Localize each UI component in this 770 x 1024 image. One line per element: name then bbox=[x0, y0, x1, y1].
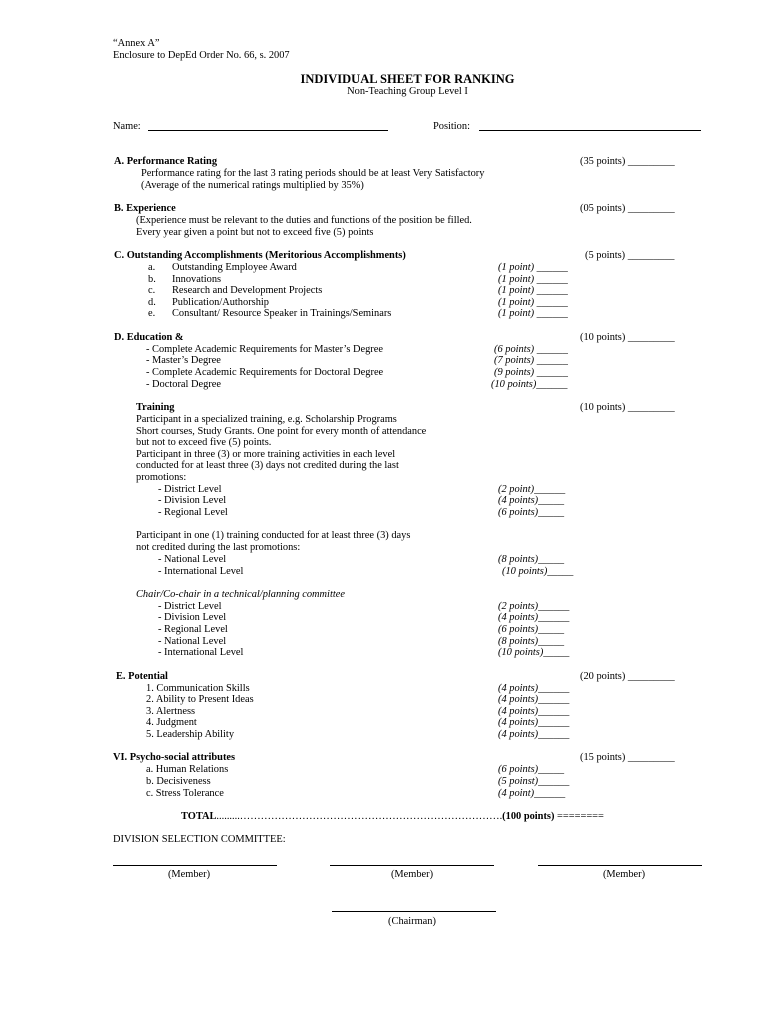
chair-level: - International Level bbox=[158, 647, 244, 658]
total-label: TOTAL bbox=[181, 811, 217, 822]
section-c-item: Outstanding Employee Award bbox=[172, 262, 297, 273]
position-label: Position: bbox=[433, 121, 470, 132]
section-b-heading: B. Experience bbox=[114, 203, 176, 214]
training-points: (10 points) _________ bbox=[580, 402, 675, 413]
member1-label: (Member) bbox=[167, 869, 211, 880]
section-c-points: (5 points) _________ bbox=[585, 250, 675, 261]
member2-label: (Member) bbox=[390, 869, 434, 880]
training-level: - Regional Level bbox=[158, 507, 228, 518]
training-desc: promotions: bbox=[136, 472, 187, 483]
total-tail: ======== bbox=[554, 811, 604, 822]
section-b-desc-2: Every year given a point but not to exceed five (5) points bbox=[136, 227, 374, 238]
section-c-item-points: (1 point) ______ bbox=[498, 308, 568, 319]
section-a-points: (35 points) _________ bbox=[580, 156, 675, 167]
member2-signature-line[interactable] bbox=[330, 865, 494, 866]
section-d-item: - Complete Academic Requirements for Doctoral Degree bbox=[146, 367, 384, 378]
training-desc: Participant in a specialized training, e.g. Scholarship Programs bbox=[136, 414, 397, 425]
chairman-label: (Chairman) bbox=[388, 916, 436, 927]
section-c-letter: d. bbox=[148, 297, 156, 308]
training-level: - National Level bbox=[158, 554, 227, 565]
name-field[interactable] bbox=[148, 130, 388, 131]
chair-heading: Chair/Co-chair in a technical/planning committee bbox=[136, 589, 345, 600]
section-e-item: 5. Leadership Ability bbox=[146, 729, 235, 740]
total-value: (100 points) bbox=[502, 811, 555, 822]
section-a-desc-2: (Average of the numerical ratings multiplied by 35%) bbox=[141, 180, 364, 191]
member3-signature-line[interactable] bbox=[538, 865, 702, 866]
section-e-heading: E. Potential bbox=[116, 671, 168, 682]
section-c-letter: e. bbox=[148, 308, 156, 319]
training-desc: Short courses, Study Grants. One point for every month of attendance bbox=[136, 426, 427, 437]
section-e-item: 1. Communication Skills bbox=[146, 683, 250, 694]
section-vi-points: (15 points) _________ bbox=[580, 752, 675, 763]
training-level-points: (8 points)_____ bbox=[498, 554, 565, 565]
section-c-item: Publication/Authorship bbox=[172, 297, 269, 308]
section-c-heading: C. Outstanding Accomplishments (Meritorious Accomplishments) bbox=[114, 250, 406, 261]
training-desc2: not credited during the last promotions: bbox=[136, 542, 301, 553]
section-e-item-points: (4 points)______ bbox=[498, 717, 570, 728]
section-c-letter: a. bbox=[148, 262, 156, 273]
chair-level-points: (4 points)______ bbox=[498, 612, 570, 623]
section-c-item: Consultant/ Resource Speaker in Trainings/Seminars bbox=[172, 308, 392, 319]
section-vi-item-points: (6 points)_____ bbox=[498, 764, 565, 775]
section-e-item-points: (4 points)______ bbox=[498, 706, 570, 717]
committee-heading: DIVISION SELECTION COMMITTEE: bbox=[113, 834, 286, 845]
section-e-item: 2. Ability to Present Ideas bbox=[146, 694, 254, 705]
chair-level: - Regional Level bbox=[158, 624, 228, 635]
chair-level-points: (2 points)______ bbox=[498, 601, 570, 612]
annex-label: “Annex A” bbox=[113, 38, 160, 49]
section-vi-item-points: (5 poinst)______ bbox=[498, 776, 570, 787]
section-vi-item: b. Decisiveness bbox=[146, 776, 211, 787]
section-vi-item: a. Human Relations bbox=[146, 764, 229, 775]
total-line bbox=[181, 811, 701, 823]
chairman-signature-line[interactable] bbox=[332, 911, 496, 912]
section-e-item-points: (4 points)______ bbox=[498, 729, 570, 740]
section-d-heading: D. Education & bbox=[114, 332, 184, 343]
position-field[interactable] bbox=[479, 130, 701, 131]
training-desc: but not to exceed five (5) points. bbox=[136, 437, 272, 448]
section-c-letter: b. bbox=[148, 274, 156, 285]
section-c-item-points: (1 point) ______ bbox=[498, 274, 568, 285]
section-c-item: Research and Development Projects bbox=[172, 285, 323, 296]
section-d-item-points: (9 points) ______ bbox=[494, 367, 568, 378]
section-c-letter: c. bbox=[148, 285, 156, 296]
section-vi-item: c. Stress Tolerance bbox=[146, 788, 224, 799]
training-desc: Participant in three (3) or more training activities in each level bbox=[136, 449, 396, 460]
section-e-item-points: (4 points)______ bbox=[498, 694, 570, 705]
section-d-item: - Complete Academic Requirements for Master’s Degree bbox=[146, 344, 383, 355]
training-level: - Division Level bbox=[158, 495, 227, 506]
training-level-points: (2 point)______ bbox=[498, 484, 566, 495]
section-c-item-points: (1 point) ______ bbox=[498, 285, 568, 296]
chair-level: - National Level bbox=[158, 636, 227, 647]
training-level: - International Level bbox=[158, 566, 244, 577]
chair-level-points: (8 points)_____ bbox=[498, 636, 565, 647]
training-level: - District Level bbox=[158, 484, 222, 495]
chair-level-points: (6 points)_____ bbox=[498, 624, 565, 635]
training-level-points: (10 points)_____ bbox=[502, 566, 574, 577]
section-b-desc-1: (Experience must be relevant to the duties and functions of the position be filled. bbox=[136, 215, 472, 226]
chair-level: - Division Level bbox=[158, 612, 227, 623]
section-b-points: (05 points) _________ bbox=[580, 203, 675, 214]
section-d-points: (10 points) _________ bbox=[580, 332, 675, 343]
chair-level: - District Level bbox=[158, 601, 222, 612]
section-c-item: Innovations bbox=[172, 274, 222, 285]
enclosure-label: Enclosure to DepEd Order No. 66, s. 2007 bbox=[113, 50, 290, 61]
member1-signature-line[interactable] bbox=[113, 865, 277, 866]
training-heading: Training bbox=[136, 402, 175, 413]
section-a-heading: A. Performance Rating bbox=[114, 156, 218, 167]
section-a-desc-1: Performance rating for the last 3 rating periods should be at least Very Satisfactory bbox=[141, 168, 485, 179]
section-e-item: 4. Judgment bbox=[146, 717, 197, 728]
total-dots: .........…………………………………………………………………. bbox=[216, 811, 503, 822]
training-desc: conducted for at least three (3) days not credited during the last bbox=[136, 460, 399, 471]
section-e-item-points: (4 points)______ bbox=[498, 683, 570, 694]
training-level-points: (4 points)_____ bbox=[498, 495, 565, 506]
document-title: INDIVIDUAL SHEET FOR RANKING bbox=[300, 72, 515, 86]
document-subtitle: Non-Teaching Group Level I bbox=[347, 86, 468, 97]
section-e-points: (20 points) _________ bbox=[580, 671, 675, 682]
section-d-item-points: (6 points) ______ bbox=[494, 344, 568, 355]
training-level-points: (6 points)_____ bbox=[498, 507, 565, 518]
section-d-item-points: (7 points) ______ bbox=[494, 355, 568, 366]
section-c-item-points: (1 point) ______ bbox=[498, 262, 568, 273]
section-vi-item-points: (4 point)______ bbox=[498, 788, 566, 799]
name-label: Name: bbox=[113, 121, 141, 132]
section-c-item-points: (1 point) ______ bbox=[498, 297, 568, 308]
training-desc2: Participant in one (1) training conducted for at least three (3) days bbox=[136, 530, 411, 541]
section-e-item: 3. Alertness bbox=[146, 706, 196, 717]
section-d-item: - Master’s Degree bbox=[146, 355, 221, 366]
section-d-item: - Doctoral Degree bbox=[146, 379, 222, 390]
chair-level-points: (10 points)_____ bbox=[498, 647, 570, 658]
section-vi-heading: VI. Psycho-social attributes bbox=[113, 752, 236, 763]
section-d-item-points: (10 points)______ bbox=[491, 379, 568, 390]
member3-label: (Member) bbox=[602, 869, 646, 880]
